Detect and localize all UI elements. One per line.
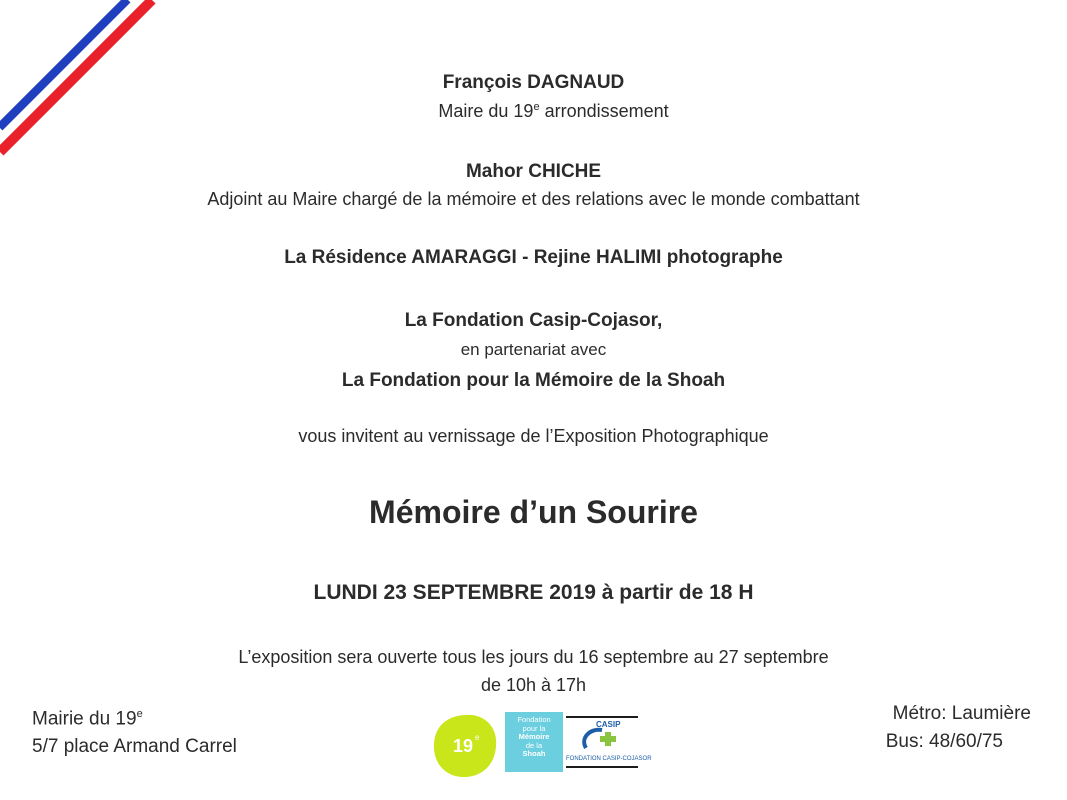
opening-line-2: de 10h à 17h	[480, 675, 587, 695]
host4-name: La Fondation Casip-Cojasor,	[404, 310, 663, 331]
casip-emblem-icon	[580, 726, 620, 750]
casip-sub: FONDATION CASIP-COJASOR	[566, 756, 652, 762]
casip-tag: CASIP	[596, 720, 621, 729]
fms-line: Fondation	[517, 715, 551, 724]
address-block	[32, 700, 237, 761]
host2-role: Adjoint au Maire chargé de la mémoire et des relations avec le monde combattant	[207, 189, 860, 209]
fms-line: pour la	[522, 723, 546, 733]
exhibition-title: Mémoire d’un Sourire	[369, 494, 698, 530]
fms-line: de la	[525, 740, 543, 750]
address-line-1: Mairie du 19e	[32, 708, 143, 730]
transport-block	[886, 700, 1031, 756]
invite-text: vous invitent au vernissage de l’Exposition Photographique	[298, 426, 769, 446]
fms-line: Shoah	[522, 749, 546, 758]
host1-role: Maire du 19e arrondissement	[438, 101, 669, 121]
bus-info: Bus: 48/60/75	[885, 731, 1003, 752]
host3-name: La Résidence AMARAGGI - Rejine HALIMI photographe	[284, 247, 783, 268]
host1-name: François DAGNAUD	[442, 72, 625, 93]
mairie-19-logo	[430, 712, 500, 780]
partner-name: La Fondation pour la Mémoire de la Shoah	[341, 370, 726, 391]
mairie-19-number: 19	[452, 736, 474, 756]
host2-name: Mahor CHICHE	[465, 161, 602, 182]
partner-text: en partenariat avec	[460, 340, 607, 359]
fms-line: Mémoire	[518, 732, 550, 741]
opening-line-1: L’exposition sera ouverte tous les jours du 16 septembre au 27 septembre	[238, 647, 829, 667]
fondation-memoire-shoah-logo	[505, 712, 563, 772]
metro-info: Métro: Laumière	[892, 703, 1031, 724]
address-line-2: 5/7 place Armand Carrel	[32, 736, 237, 758]
casip-cojasor-logo	[566, 716, 652, 768]
mairie-19-sup: e	[475, 733, 480, 742]
event-date: LUNDI 23 SEPTEMBRE 2019 à partir de 18 H	[313, 581, 754, 604]
